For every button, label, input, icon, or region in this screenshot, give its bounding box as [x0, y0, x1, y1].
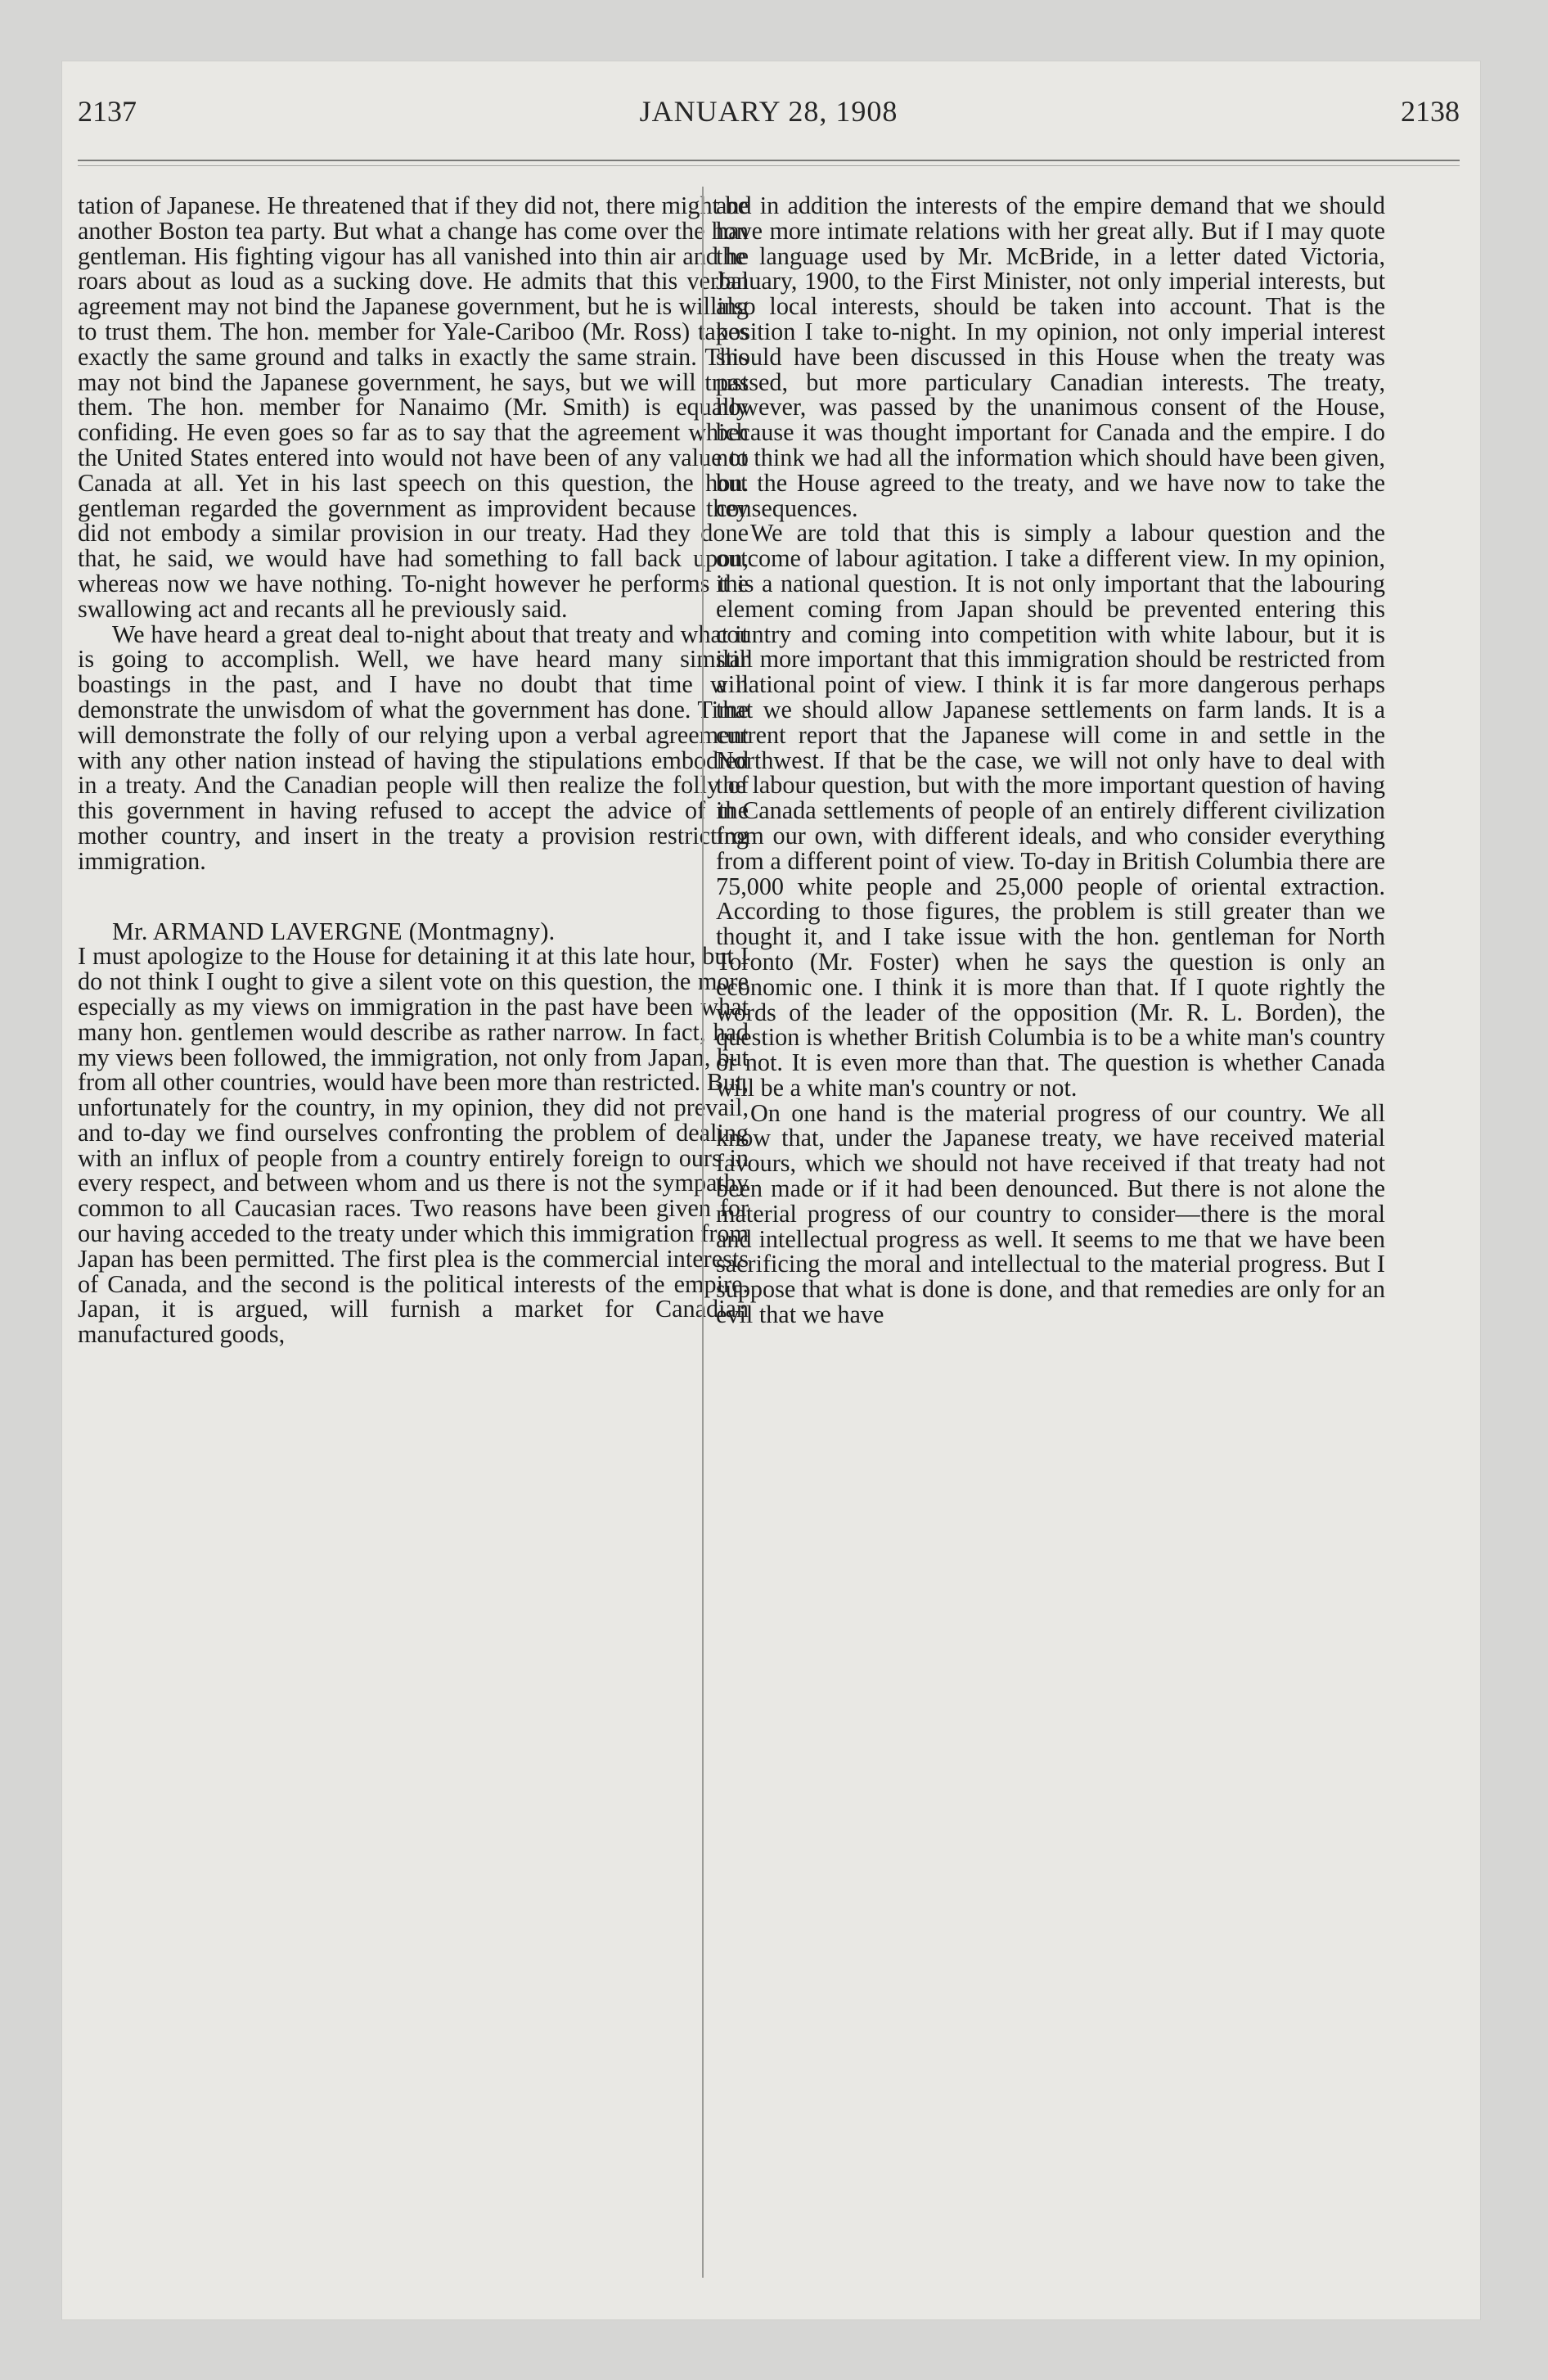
running-header [78, 94, 1460, 143]
paragraph: On one hand is the material progress of our country. We all know that, under the Japanese treaty, we have received material favours, which we should not have received if that treaty had not been made or if it had been denounced. But there is not alone the material progress of our country to consider—there is the moral and intellectual progress as well. It seems to me that we have been sacrificing the moral and intellectual to the material progress. But I suppose that what is done is done, and that remedies are only for an evil that we have [716, 1098, 1385, 1329]
paragraph: We are told that this is simply a labour question and the outcome of labour agitation. I take a different view. In my opinion, it is a national question. It is not only important that the labouring element coming from Japan should be prevented entering this country and coming into competition with white labour, but it is still more important that this immigration should be restricted from a national point of view. I think it is far more dangerous perhaps that we should allow Japanese settlements on farm lands. It is a current report that the Japanese will come in and settle in the Northwest. If that be the case, we will not only have to deal with the labour question, but with the more important question of having in Canada settlements of people of an entirely different civilization from our own, with different ideals, and who consider everything from a different point of view. To-day in British Columbia there are 75,000 white people and 25,000 people of oriental extraction. According to those figures, the problem is still greater than we thought it, and I take issue with the hon. gentleman for North Toronto (Mr. Foster) when he says the question is only an economic one. I think it is more than that. If I quote rightly the words of the leader of the opposition (Mr. R. L. Borden), the question is whether British Columbia is to be a white man's country or not. It is even more than that. The question is whether Canada will be a white man's country or not. [716, 519, 1385, 1102]
column-divider [702, 187, 704, 2278]
header-rule [78, 160, 1460, 161]
paragraph: I must apologize to the House for detaining it at this late hour, but I do not think I ought to give a silent vote on this question, the more especially as my views on immigration in the past have been what many hon. gentlemen would describe as rather narrow. In fact, had my views been followed, the immigration, not only from Japan, but from all other countries, would have been more than restricted. But, unfortunately for the country, in my opinion, they did not prevail, and to-day we find ourselves confronting the problem of dealing with an influx of people from a country entirely foreign to ours in every respect, and between whom and us there is not the sympathy common to all Caucasian races. Two reasons have been given for our having acceded to the treaty under which this immigration from Japan has been permitted. The first plea is the commercial interests of Canada, and the second is the political interests of the empire. Japan, it is argued, will furnish a market for Canadian manufactured goods, [78, 942, 749, 1349]
right-page-number: 2138 [1401, 95, 1460, 128]
paragraph: and in addition the interests of the empire demand that we should have more intimate relations with her great ally. But if I may quote the language used by Mr. McBride, in a letter dated Victoria, January, 1900, to the First Minister, not only imperial interests, but also local interests, should be taken into account. That is the position I take to-night. In my opinion, not only imperial interest should have been discussed in this House when the treaty was passed, but more particulary Canadian interests. The treaty, however, was passed by the unanimous consent of the House, because it was thought important for Canada and the empire. I do not think we had all the information which should have been given, but the House agreed to the treaty, and we have now to take the consequences. [716, 192, 1385, 522]
header-date: JANUARY 28, 1908 [639, 95, 898, 128]
right-column [716, 193, 1385, 1327]
paragraph: tation of Japanese. He threatened that if they did not, there might be another Boston tea party. But what a change has come over the hon gentleman. His fighting vigour has all vanished into thin air and he roars about as loud as a sucking dove. He admits that this verbal agreement may not bind the Japanese government, but he is willing to trust them. The hon. member for Yale-Cariboo (Mr. Ross) takes exactly the same ground and talks in exactly the same strain. This may not bind the Japanese government, he says, but we will trust them. The hon. member for Nanaimo (Mr. Smith) is equally confiding. He even goes so far as to say that the agreement which the United States entered into would not have been of any value to Canada at all. Yet in his last speech on this question, the hon. gentleman regarded the government as improvident because they did not embody a similar provision in our treaty. Had they done that, he said, we would have had something to fall back upon, whereas now we have nothing. To-night however he performs the swallowing act and recants all he previously said. [78, 192, 749, 623]
header-rule-thin [78, 165, 1460, 166]
spacer [78, 874, 749, 919]
speaker-name: Mr. ARMAND LAVERGNE (Montmagny). [112, 917, 556, 945]
left-column [78, 193, 749, 1347]
left-page-number: 2137 [78, 95, 137, 128]
paragraph: We have heard a great deal to-night about that treaty and what it is going to accomplish. Well, we have heard many similar boastings in the past, and I have no doubt that time will demonstrate the unwisdom of what the government has done. Time will demonstrate the folly of our relying upon a verbal agreement with any other nation instead of having the stipulations embodied in a treaty. And the Canadian people will then realize the folly of this government in having refused to accept the advice of the mother country, and insert in the treaty a provision restricting immigration. [78, 620, 749, 875]
